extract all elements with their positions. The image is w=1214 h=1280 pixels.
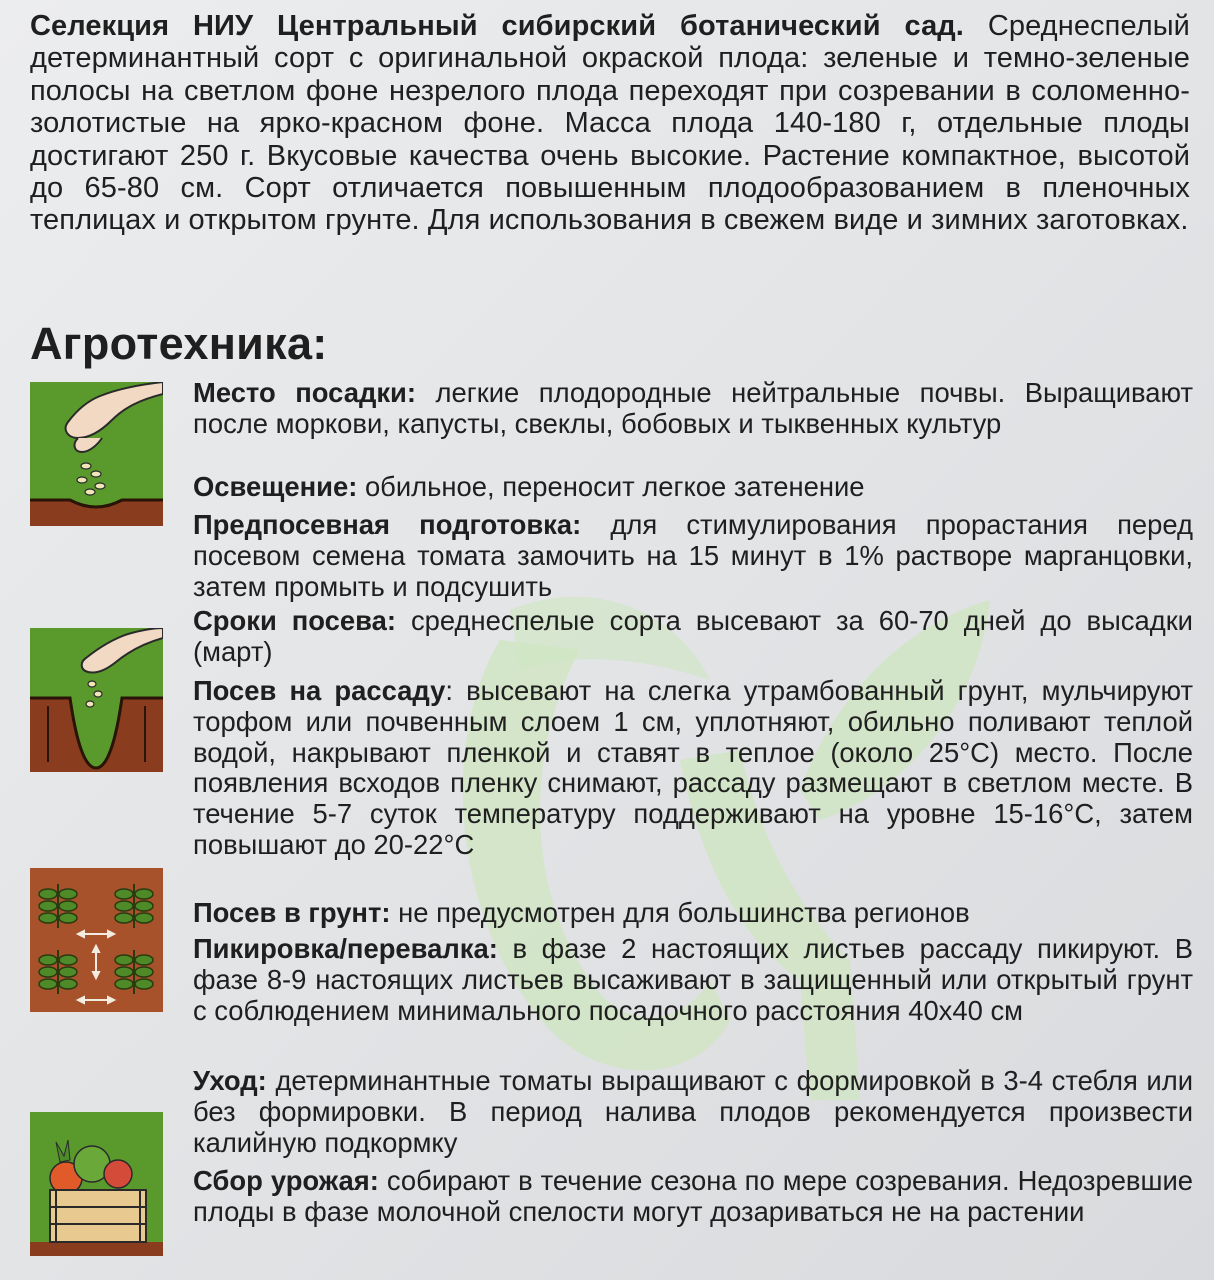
sowing-hand-icon: [30, 382, 163, 526]
section-title: Агротехника:: [30, 318, 328, 369]
item-label: Предпосевная подготовка:: [193, 509, 582, 540]
presowing-preparation: [193, 510, 1193, 602]
item-text: для стимулирования прорастания перед посевом семена томата замочить на 15 минут в 1% растворе марганцовки, затем промыть и подсушить: [193, 509, 1193, 602]
ground-sowing: [193, 898, 1193, 929]
item-label: Сбор урожая:: [193, 1165, 379, 1196]
item-text: не предусмотрен для большинства регионов: [390, 897, 970, 928]
item-text: : высевают на слегка утрамбованный грунт, мульчируют торфом или почвенным слоем 1 см, уплотняют, обильно поливают теплой водой, накрывают пленкой и ставят в теплое (около 25°С) место. После появления всходов пленку снимают, рассаду размещают в светлом месте. В течение 5-7 суток температуру поддерживают на уровне 15-16°С, затем повышают до 20-22°С: [193, 675, 1193, 860]
seedling-sowing: [193, 676, 1193, 861]
item-label: Пикировка/перевалка:: [193, 933, 498, 964]
item-text: среднеспелые сорта высевают за 60-70 дней до высадки (март): [193, 605, 1193, 667]
item-text: детерминантные томаты выращивают с формировкой в 3-4 стебля или без формировки. В период налива плодов рекомендуется произвести калийную подкормку: [193, 1065, 1193, 1158]
item-text: собирают в течение сезона по мере созревания. Недозревшие плоды в фазе молочной спелости могут дозариваться не на растении: [193, 1165, 1193, 1227]
seeding-furrow-icon: [30, 628, 163, 772]
harvest: [193, 1166, 1193, 1228]
lighting: [193, 472, 1193, 503]
item-text: обильное, переносит легкое затенение: [357, 471, 865, 502]
item-text: легкие плодородные нейтральные почвы. Выращивают после моркови, капусты, свеклы, бобовых и тыквенных культур: [193, 377, 1193, 439]
item-label: Посев в грунт:: [193, 897, 391, 928]
sowing-dates: [193, 606, 1193, 668]
item-label: Место посадки:: [193, 377, 417, 408]
variety-description: [30, 10, 1190, 237]
item-label: Уход:: [193, 1065, 267, 1096]
item-label: Освещение:: [193, 471, 358, 502]
item-text: в фазе 2 настоящих листьев рассаду пикируют. В фазе 8-9 настоящих листьев высаживают в защищенный или открытый грунт с соблюдением минимального посадочного расстояния 40х40 см: [193, 933, 1193, 1026]
description-text: Среднеспелый детерминантный сорт с оригинальной окраской плода: зеленые и темно-зеленые полосы на светлом фоне незрелого плода переходят при созревании в соломенно-золотистые на ярко-красном фоне. Масса плода 140-180 г, отдельные плоды достигают 250 г. Вкусовые качества очень высокие. Растение компактное, высотой до 65-80 см. Сорт отличается повышенным плодообразованием в пленочных теплицах и открытом грунте. Для использования в свежем виде и зимних заготовках.: [30, 10, 1190, 237]
planting-site: [193, 378, 1193, 440]
item-label: Посев на рассаду: [193, 675, 446, 706]
pricking-out: [193, 934, 1193, 1026]
care: [193, 1066, 1193, 1158]
item-label: Сроки посева:: [193, 605, 396, 636]
breeder-label: Селекция НИУ Центральный сибирский ботанический сад.: [30, 10, 964, 42]
plant-spacing-icon: [30, 868, 163, 1012]
vegetable-crate-icon: [30, 1112, 163, 1256]
